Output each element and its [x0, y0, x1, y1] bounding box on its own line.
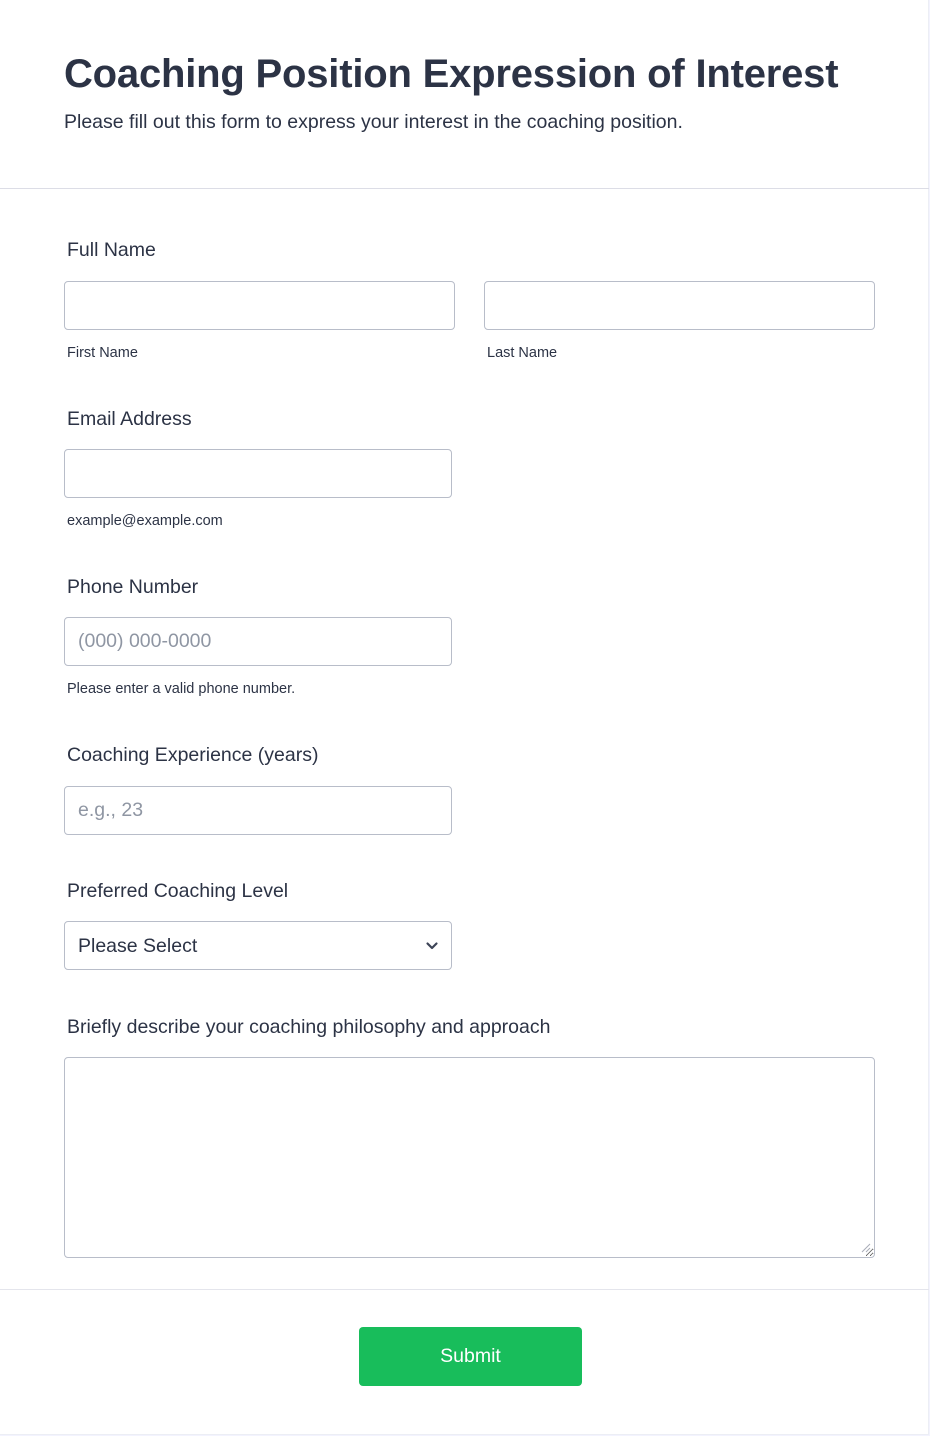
- full-name-label: Full Name: [67, 239, 156, 261]
- experience-label: Coaching Experience (years): [67, 744, 319, 766]
- philosophy-label: Briefly describe your coaching philosophy and approach: [67, 1016, 551, 1038]
- footer-divider: [0, 1289, 929, 1290]
- coaching-level-selected: Please Select: [78, 935, 198, 957]
- email-label: Email Address: [67, 408, 192, 430]
- email-input[interactable]: [64, 449, 452, 498]
- first-name-input[interactable]: [64, 281, 455, 330]
- submit-button[interactable]: Submit: [359, 1327, 582, 1386]
- coaching-level-select[interactable]: [64, 921, 452, 970]
- resize-handle-icon[interactable]: [859, 1241, 871, 1253]
- last-name-sublabel: Last Name: [487, 345, 558, 361]
- coaching-level-label: Preferred Coaching Level: [67, 880, 289, 902]
- form-subtitle: Please fill out this form to express your interest in the coaching position.: [64, 111, 683, 133]
- philosophy-textarea[interactable]: [64, 1057, 875, 1258]
- phone-input[interactable]: [64, 617, 452, 666]
- chevron-down-icon: [425, 939, 439, 953]
- first-name-sublabel: First Name: [67, 345, 138, 361]
- phone-sublabel: Please enter a valid phone number.: [67, 681, 296, 697]
- email-sublabel: example@example.com: [67, 513, 223, 529]
- form-title: Coaching Position Expression of Interest: [64, 52, 839, 96]
- experience-input[interactable]: [64, 786, 452, 835]
- form-header: [0, 0, 929, 189]
- phone-label: Phone Number: [67, 576, 199, 598]
- last-name-input[interactable]: [484, 281, 875, 330]
